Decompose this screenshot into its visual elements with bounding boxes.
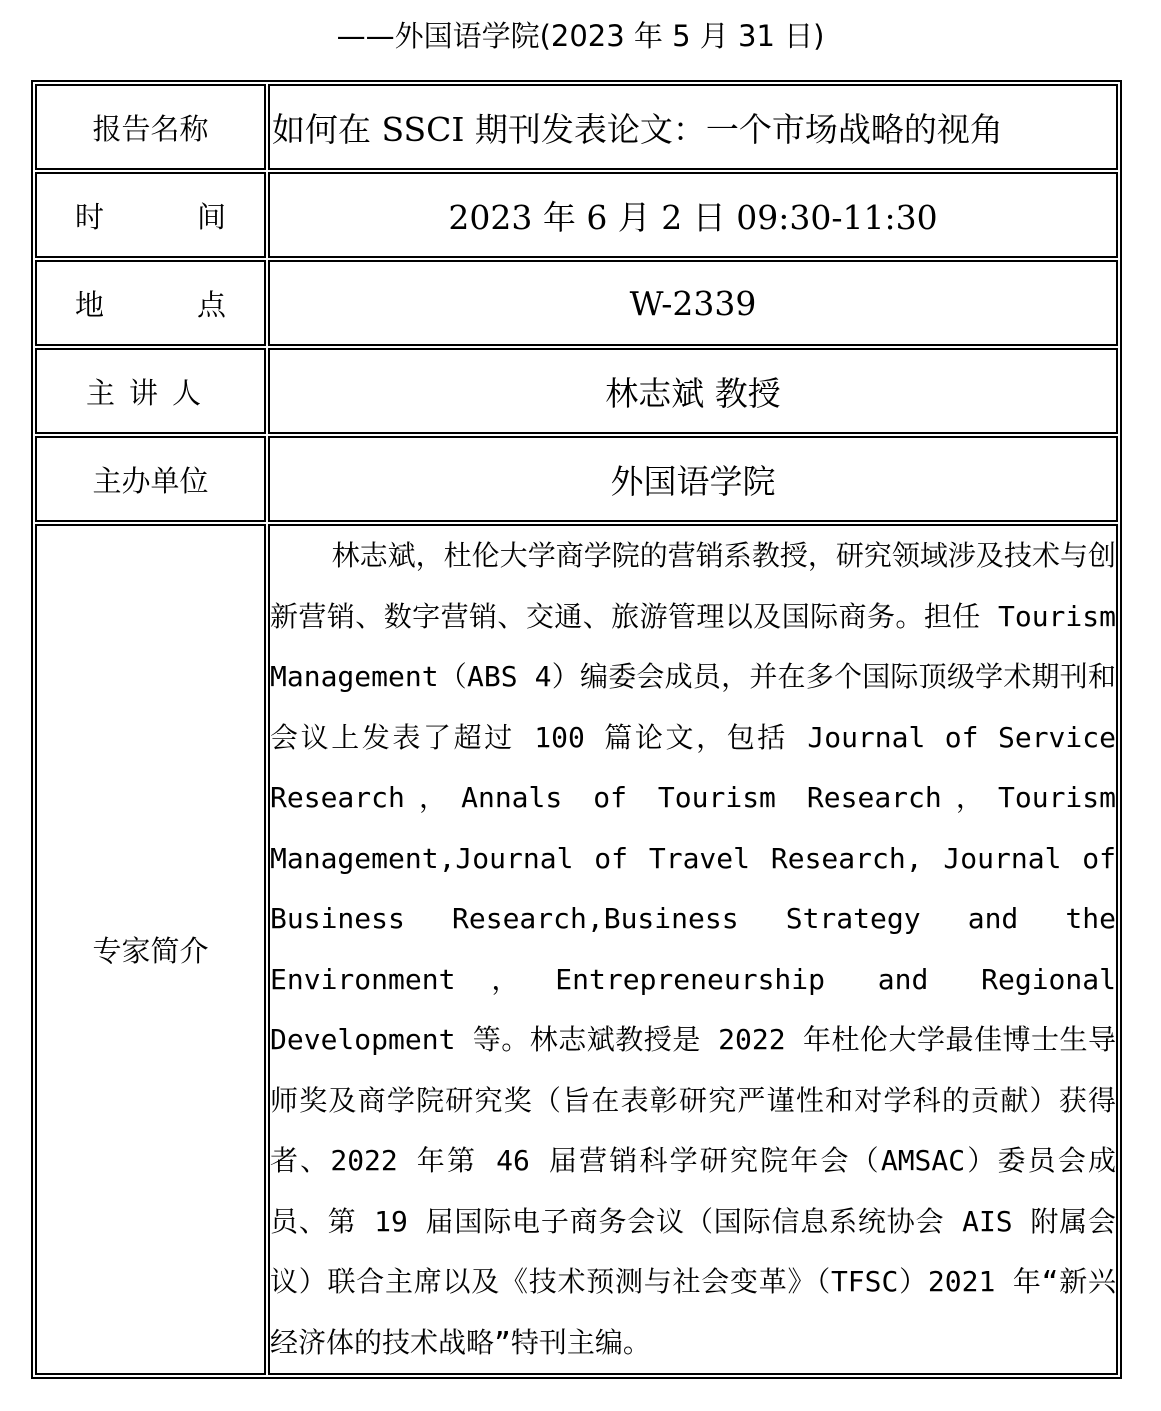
page-title: ——外国语学院(2023 年 5 月 31 日)	[336, 19, 825, 53]
label-bio: 专家简介	[35, 524, 266, 1375]
label-location: 地点	[35, 260, 266, 346]
label-report-name: 报告名称	[35, 84, 266, 170]
table-row-speaker	[35, 348, 1118, 434]
table-row-time	[35, 172, 1118, 258]
label-speaker: 主讲人	[35, 348, 266, 434]
lecture-info-table	[31, 80, 1122, 1379]
table-row-report-name	[35, 84, 1118, 170]
value-speaker: 林志斌 教授	[268, 348, 1118, 434]
value-organizer: 外国语学院	[268, 436, 1118, 522]
table-row-location	[35, 260, 1118, 346]
value-bio	[268, 524, 1118, 1375]
table-row-organizer	[35, 436, 1118, 522]
value-report-name: 如何在 SSCI 期刊发表论文：一个市场战略的视角	[268, 84, 1118, 170]
label-time: 时间	[35, 172, 266, 258]
bio-paragraph: 林志斌，杜伦大学商学院的营销系教授，研究领域涉及技术与创新营销、数字营销、交通、旅游管理以及国际商务。担任 Tourism Management（ABS 4）编委会成员，并在多个国际顶级学术期刊和会议上发表了超过 100 篇论文，包括 Journal of Service Research，Annals of Tourism Research，Tourism Management,Journal of Travel Research, Journal of Business Research,Business Strategy and the Environment，Entrepreneurship and Regional Development 等。林志斌教授是 2022 年杜伦大学最佳博士生导师奖及商学院研究奖（旨在表彰研究严谨性和对学科的贡献）获得者、2022 年第 46 届营销科学研究院年会（AMSAC）委员会成员、第 19 届国际电子商务会议（国际信息系统协会 AIS 附属会议）联合主席以及《技术预测与社会变革》（TFSC）2021 年“新兴经济体的技术战略”特刊主编。	[270, 539, 1116, 1359]
value-time: 2023 年 6 月 2 日 09:30-11:30	[268, 172, 1118, 258]
value-location: W-2339	[268, 260, 1118, 346]
table-row-bio	[35, 524, 1118, 1375]
label-organizer: 主办单位	[35, 436, 266, 522]
